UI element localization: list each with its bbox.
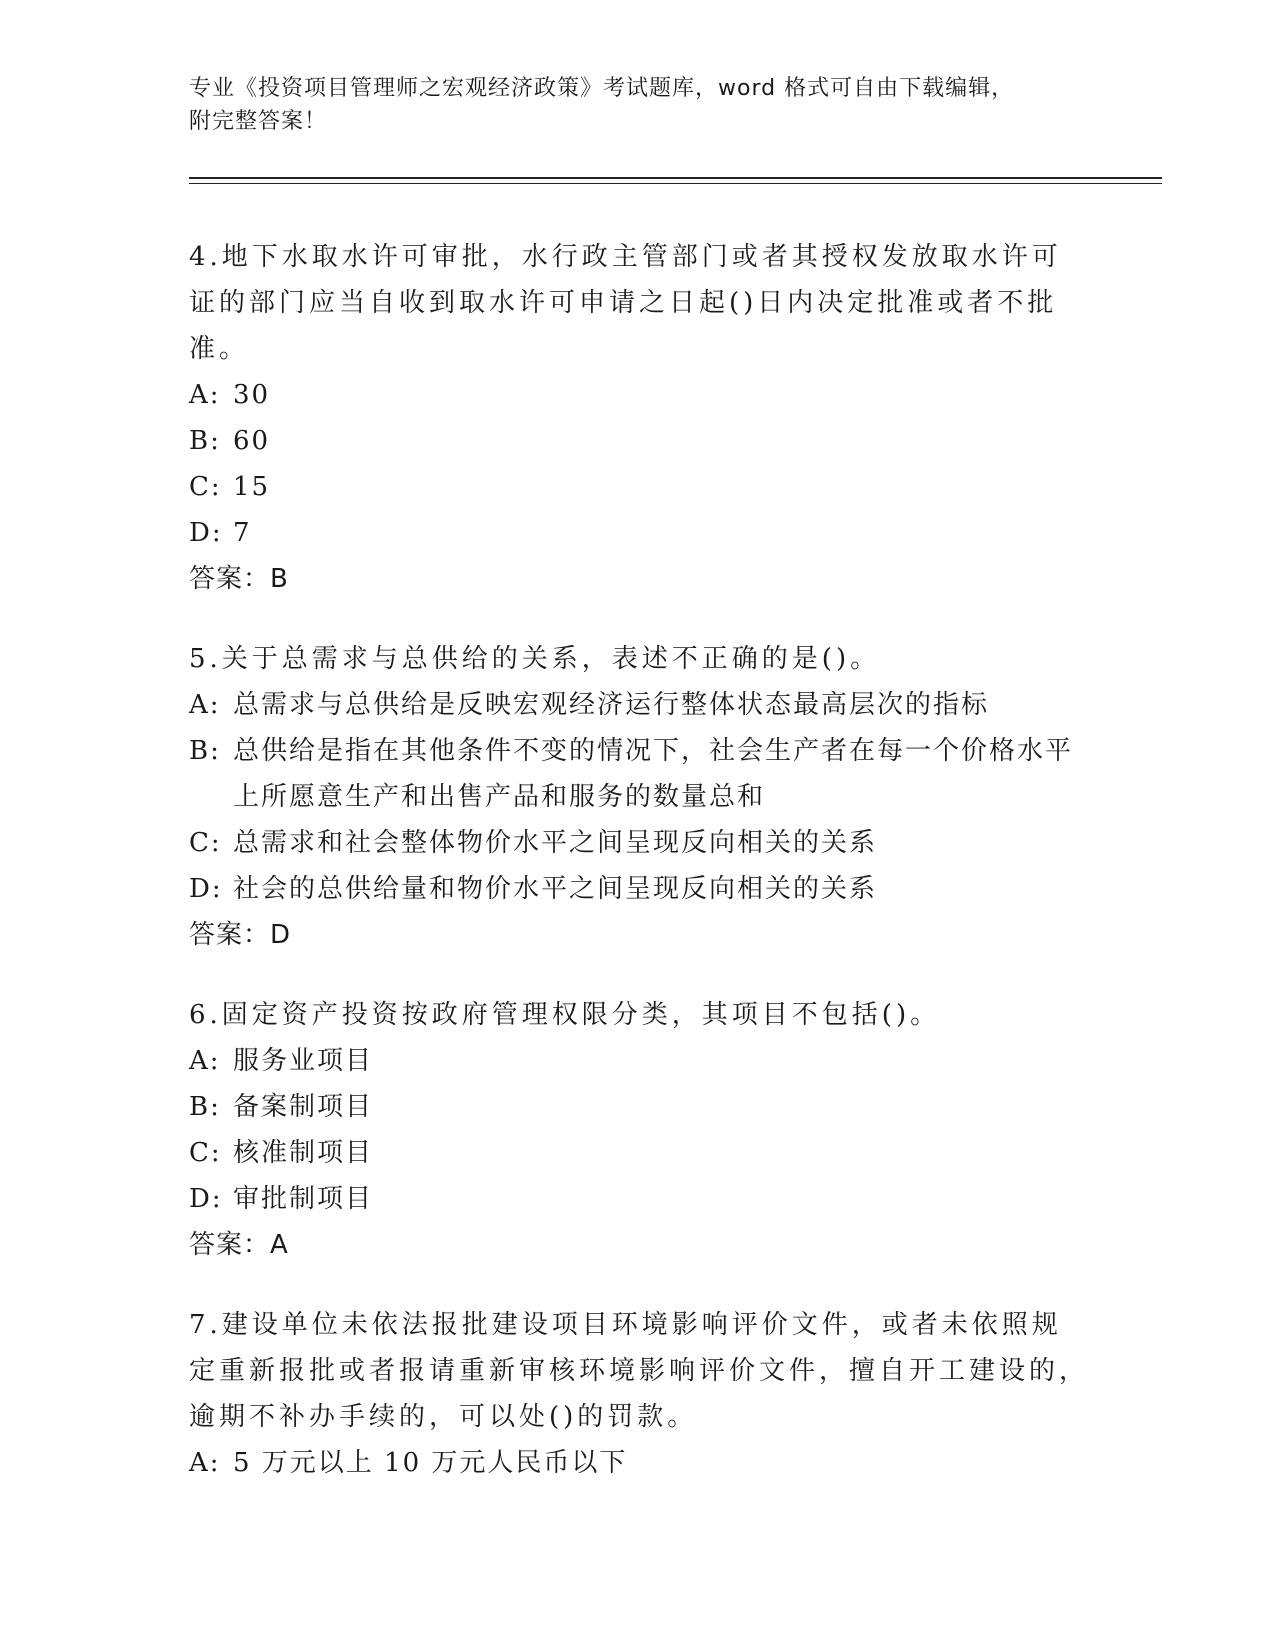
- option-value: 审批制项目: [233, 1184, 374, 1214]
- option-b: [189, 418, 1089, 464]
- option-value: 15: [233, 472, 271, 502]
- option-b: [189, 728, 1089, 820]
- option-value: 总供给是指在其他条件不变的情况下，社会生产者在每一个价格水平上所愿意生产和出售产品和服务的数量总和: [233, 736, 1074, 812]
- option-value: 30: [233, 380, 271, 410]
- document-header: [189, 72, 1089, 138]
- option-key: C:: [189, 828, 222, 858]
- answer-text: 答案：D: [189, 920, 292, 950]
- option-d: [189, 510, 1089, 556]
- header-divider-thin: [189, 183, 1162, 184]
- question-text: 5.关于总需求与总供给的关系，表述不正确的是()。: [189, 644, 881, 674]
- option-value: 核准制项目: [233, 1138, 374, 1168]
- option-key: A:: [189, 690, 221, 720]
- question-item: [189, 234, 1089, 602]
- option-a: [189, 1038, 1089, 1084]
- option-b: [189, 1084, 1089, 1130]
- option-c: [189, 464, 1089, 510]
- question-item: [189, 992, 1089, 1268]
- option-d: [189, 1176, 1089, 1222]
- option-value: 60: [233, 426, 271, 456]
- option-value: 备案制项目: [233, 1092, 374, 1122]
- question-list: [189, 234, 1089, 1520]
- option-key: D:: [189, 874, 223, 904]
- question-text: 6.固定资产投资按政府管理权限分类，其项目不包括()。: [189, 1000, 941, 1030]
- option-value: 社会的总供给量和物价水平之间呈现反向相关的关系: [233, 874, 878, 904]
- option-key: B:: [189, 736, 221, 766]
- option-d: [189, 866, 1089, 912]
- header-line-1: 专业《投资项目管理师之宏观经济政策》考试题库，word 格式可自由下载编辑，: [189, 76, 1015, 101]
- question-item: [189, 1302, 1089, 1486]
- option-key: A:: [189, 1448, 221, 1478]
- question-item: [189, 636, 1089, 958]
- option-key: B:: [189, 1092, 221, 1122]
- option-key: C:: [189, 472, 222, 502]
- option-key: B:: [189, 426, 221, 456]
- option-key: A:: [189, 1046, 221, 1076]
- answer-text: 答案：A: [189, 1230, 289, 1260]
- option-value: 总需求和社会整体物价水平之间呈现反向相关的关系: [233, 828, 878, 858]
- header-divider-thick: [189, 177, 1162, 179]
- option-c: [189, 820, 1089, 866]
- option-a: [189, 1440, 1089, 1486]
- option-value: 7: [233, 518, 252, 548]
- answer-text: 答案：B: [189, 564, 289, 594]
- option-key: D:: [189, 518, 223, 548]
- option-key: C:: [189, 1138, 222, 1168]
- header-line-2: 附完整答案！: [189, 109, 328, 134]
- option-value: 服务业项目: [233, 1046, 374, 1076]
- option-value: 5 万元以上 10 万元人民币以下: [233, 1448, 628, 1478]
- option-a: [189, 682, 1089, 728]
- question-text: 4.地下水取水许可审批，水行政主管部门或者其授权发放取水许可证的部门应当自收到取水许可申请之日起()日内决定批准或者不批准。: [189, 242, 1062, 364]
- option-value: 总需求与总供给是反映宏观经济运行整体状态最高层次的指标: [233, 690, 990, 720]
- option-c: [189, 1130, 1089, 1176]
- question-text: 7.建设单位未依法报批建设项目环境影响评价文件，或者未依照规定重新报批或者报请重新审核环境影响评价文件，擅自开工建设的，逾期不补办手续的，可以处()的罚款。: [189, 1310, 1090, 1432]
- option-key: D:: [189, 1184, 223, 1214]
- option-a: [189, 372, 1089, 418]
- option-key: A:: [189, 380, 221, 410]
